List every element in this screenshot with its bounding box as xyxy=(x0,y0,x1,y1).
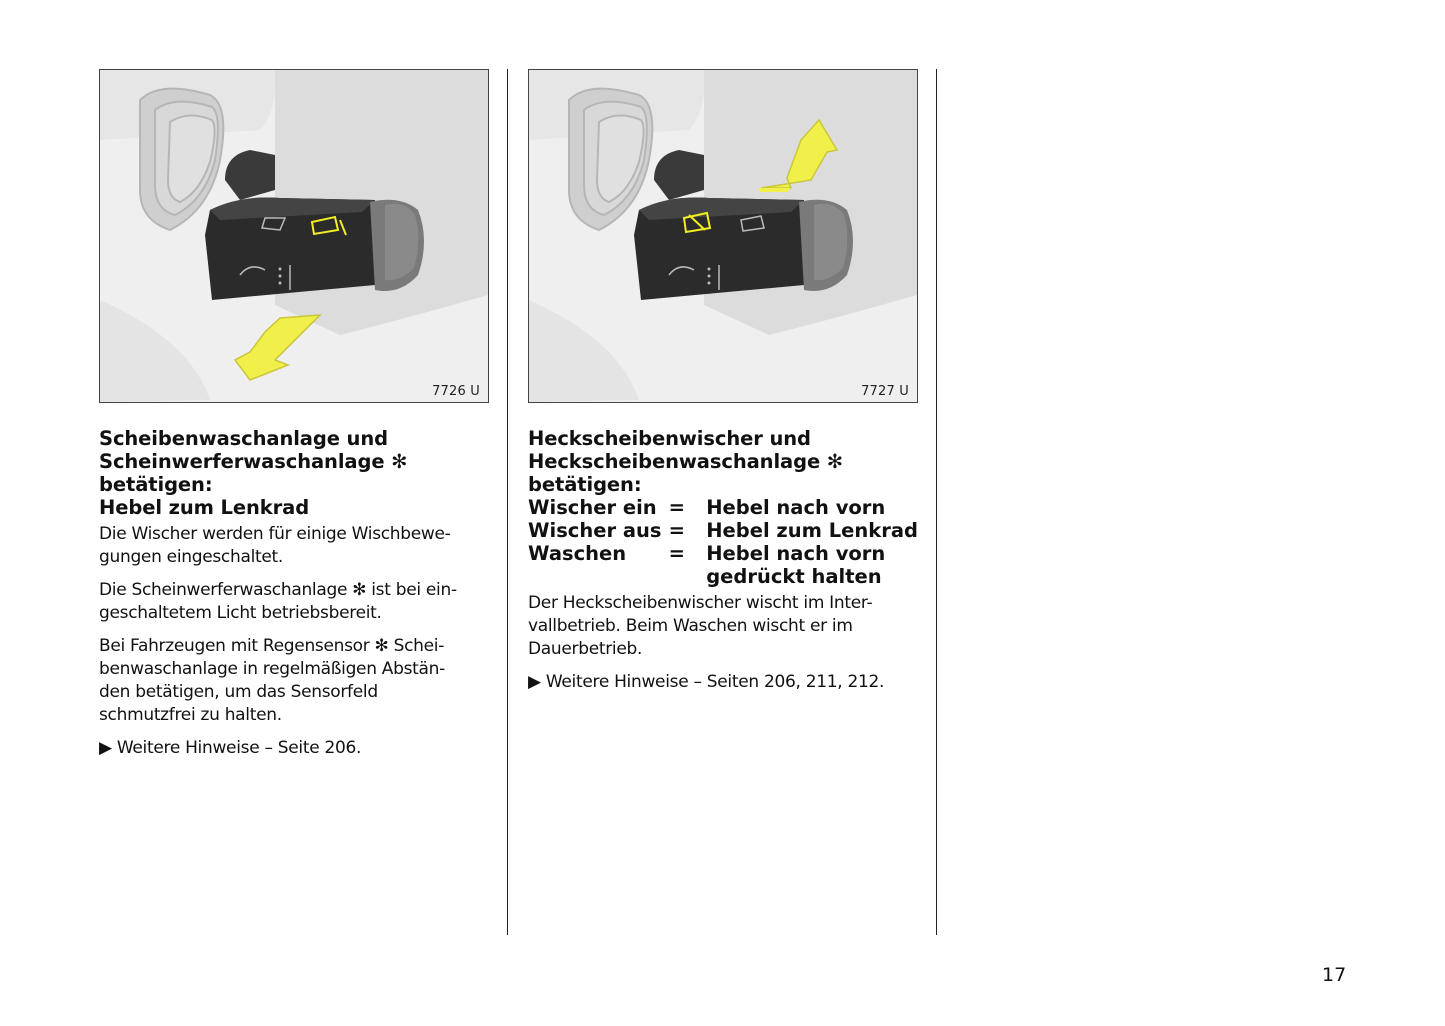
body-paragraph xyxy=(99,523,489,569)
operation-label: Wischer aus xyxy=(528,519,662,542)
heading-line: Scheibenwaschanlage und xyxy=(99,427,388,450)
paragraph-line: benwaschanlage in regelmäßigen Abstän- xyxy=(99,659,445,679)
figure-number: 7727 U xyxy=(861,384,909,399)
table-row xyxy=(528,565,918,588)
table-row xyxy=(528,496,918,519)
paragraph-line: Bei Fahrzeugen mit Regensensor ✻ Schei- xyxy=(99,636,445,656)
operation-label xyxy=(528,565,669,588)
column-divider xyxy=(936,69,937,935)
paragraph-line: den betätigen, um das Sensorfeld xyxy=(99,682,378,702)
table-row xyxy=(528,519,918,542)
figure-number: 7726 U xyxy=(432,384,480,399)
operation-action: Hebel nach vorn xyxy=(706,496,886,519)
operation-action: Hebel zum Lenkrad xyxy=(706,519,918,542)
cross-reference: ▶ Weitere Hinweise – Seite 206. xyxy=(99,738,362,758)
table-row xyxy=(528,542,918,565)
heading-line: Heckscheibenwaschanlage ✻ xyxy=(528,450,844,473)
section-heading xyxy=(99,427,489,519)
heading-line: Heckscheibenwischer und xyxy=(528,427,811,450)
paragraph-line: Die Scheinwerferwaschanlage ✻ ist bei ein- xyxy=(99,580,457,600)
paragraph-line: geschaltetem Licht betriebsbereit. xyxy=(99,603,382,623)
wiper-lever-illustration xyxy=(100,70,488,402)
body-paragraph xyxy=(99,579,489,625)
page-number: 17 xyxy=(1322,964,1347,986)
right-column xyxy=(528,69,918,694)
column-divider xyxy=(507,69,508,935)
figure-7727 xyxy=(528,69,918,403)
heading-line: betätigen: xyxy=(99,473,213,496)
operations-table xyxy=(528,496,918,588)
paragraph-line: Dauerbetrieb. xyxy=(528,639,643,659)
operation-label: Wischer ein xyxy=(528,496,657,519)
paragraph-line: Der Heckscheibenwischer wischt im Inter- xyxy=(528,593,873,613)
operation-equals xyxy=(669,565,707,588)
left-column xyxy=(99,69,489,760)
paragraph-line: vallbetrieb. Beim Waschen wischt er im xyxy=(528,616,853,636)
paragraph-line: Die Wischer werden für einige Wischbewe- xyxy=(99,524,451,544)
body-paragraph xyxy=(99,635,489,727)
operation-label: Waschen xyxy=(528,542,627,565)
operation-action: gedrückt halten xyxy=(706,565,882,588)
operation-equals: = xyxy=(668,496,685,519)
paragraph-line: schmutzfrei zu halten. xyxy=(99,705,282,725)
heading-line: betätigen: xyxy=(528,473,642,496)
operation-equals: = xyxy=(668,519,685,542)
body-paragraph xyxy=(528,592,918,661)
section-heading xyxy=(528,427,918,496)
heading-line: Hebel zum Lenkrad xyxy=(99,496,310,519)
figure-7726 xyxy=(99,69,489,403)
paragraph-line: gungen eingeschaltet. xyxy=(99,547,283,567)
operation-action: Hebel nach vorn xyxy=(706,542,886,565)
cross-reference: ▶ Weitere Hinweise – Seiten 206, 211, 212. xyxy=(528,672,885,692)
heading-line: Scheinwerferwaschanlage ✻ xyxy=(99,450,408,473)
operation-equals: = xyxy=(668,542,685,565)
wiper-lever-illustration xyxy=(529,70,917,402)
